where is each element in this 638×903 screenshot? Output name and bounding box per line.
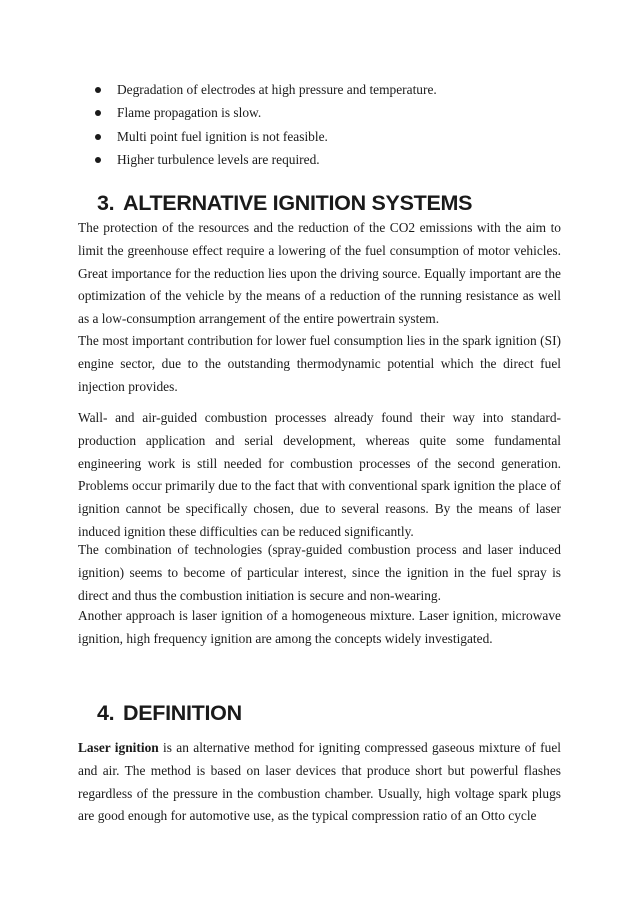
section-4-heading	[97, 701, 242, 726]
bullet-icon	[95, 134, 101, 140]
bullet-list	[86, 78, 437, 171]
section-3-heading	[97, 191, 472, 216]
paragraph: The combination of technologies (spray-guided combustion process and laser induced ignition) seems to become of particular interest, since the ignition in the fuel spray is direct and thus the combustion initiation is secure and non-wearing.	[78, 542, 561, 603]
paragraph-text: is an alternative method for igniting compressed gaseous mixture of fuel and air. The method is based on laser devices that produce short but powerful flashes regardless of the pressure in the combustion chamber. Usually, high voltage spark plugs are good enough for automotive use, as the typical compression ratio of an Otto cycle	[78, 740, 561, 824]
bullet-icon	[95, 110, 101, 116]
paragraph: The protection of the resources and the reduction of the CO2 emissions with the aim to limit the greenhouse effect require a lowering of the fuel consumption of motor vehicles. Great importance for the reduction lies upon the driving source. Equally important are the optimization of the vehicle by the means of a reduction of the running resistance as well as a low-consumption arrangement of the entire powertrain system.	[78, 220, 561, 327]
paragraph: Wall- and air-guided combustion processes already found their way into standard-production application and serial development, whereas quite some fundamental engineering work is still needed for combustion processes of the second generation. Problems occur primarily due to the fact that with conventional spark ignition the place of ignition cannot be specifically chosen, due to several reasons. By the means of laser induced ignition these difficulties can be reduced significantly.	[78, 410, 561, 539]
list-item-text: Multi point fuel ignition is not feasible.	[117, 128, 328, 144]
list-item-text: Degradation of electrodes at high pressure and temperature.	[117, 82, 437, 97]
paragraph: Another approach is laser ignition of a homogeneous mixture. Laser ignition, microwave ignition, high frequency ignition are among the concepts widely investigated.	[78, 608, 561, 646]
paragraph	[78, 737, 561, 828]
list-item-text: Higher turbulence levels are required.	[117, 151, 320, 167]
list-item	[86, 125, 437, 148]
section-4-number: 4.	[97, 701, 115, 725]
section-4-title: DEFINITION	[123, 701, 242, 725]
list-item	[86, 101, 437, 124]
section-3-title: ALTERNATIVE IGNITION SYSTEMS	[123, 191, 473, 215]
section-3-number: 3.	[97, 191, 115, 215]
list-item	[86, 78, 437, 101]
list-item	[86, 148, 437, 171]
bullet-icon	[95, 87, 101, 93]
bullet-icon	[95, 157, 101, 163]
list-item-text: Flame propagation is slow.	[117, 105, 262, 121]
bold-term: Laser ignition	[78, 740, 159, 755]
paragraph: The most important contribution for lower fuel consumption lies in the spark ignition (SI) engine sector, due to the outstanding thermodynamic potential which the direct fuel injection provides.	[78, 333, 561, 394]
